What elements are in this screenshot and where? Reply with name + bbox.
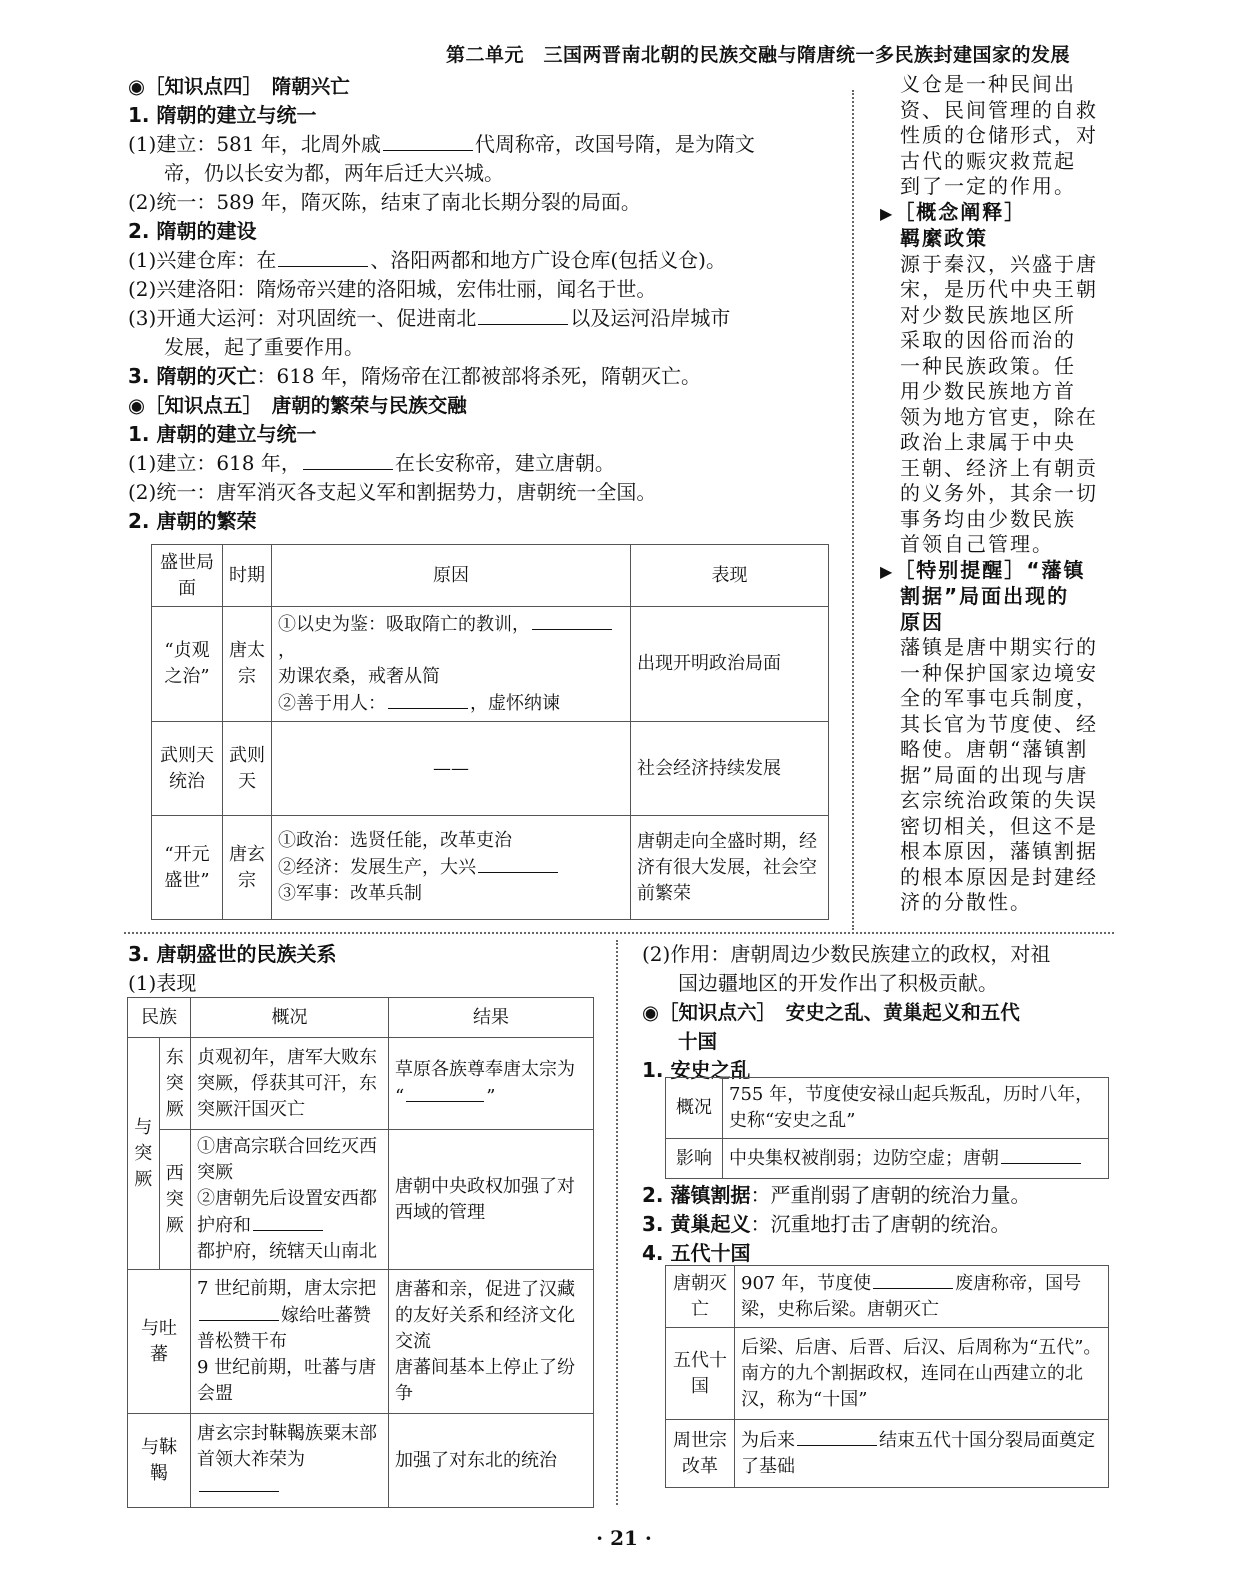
column-divider <box>852 90 854 930</box>
concept-tag: ▶［概念阐释］ <box>880 199 1027 224</box>
s2-line2: (2)兴建洛阳：隋炀帝兴建的洛阳城，宏伟壮丽，闻名于世。 <box>128 277 657 301</box>
cell-overview: 7 世纪前期，唐太宗把 嫁给吐蕃赞普松赞干布 9 世纪前期，吐蕃与唐会盟 <box>191 1270 389 1414</box>
cell-reason: ①以史为鉴：吸取隋亡的教训，， 劝课农桑，戒奢从简 ②善于用人： ，虚怀纳谏 <box>272 607 631 722</box>
cell-overview: 贞观初年，唐军大败东突厥，俘获其可汗，东突厥汗国灭亡 <box>191 1038 389 1130</box>
table-row <box>128 1038 594 1130</box>
th-result: 表现 <box>631 545 829 607</box>
reminder-tag: ▶［特别提醒］“藩镇 <box>880 557 1086 582</box>
s1-line2: 帝，仍以长安为都，两年后迁大兴城。 <box>164 161 504 185</box>
cell-era: 武则天统治 <box>152 722 223 816</box>
s1-line3: (2)统一：589 年，隋灭陈，结束了南北长期分裂的局面。 <box>128 190 641 214</box>
cell-west-turks: 西突厥 <box>159 1130 191 1270</box>
cell-content: 后梁、后唐、后晋、后汉、后周称为“五代”。南方的九个割据政权，连同在山西建立的北汉，称为“十国” <box>735 1328 1109 1420</box>
group-tubo: 与吐蕃 <box>128 1270 191 1414</box>
cell-content: 中央集权被削弱；边防空虚；唐朝 <box>723 1139 1109 1179</box>
table-row <box>152 722 829 816</box>
th-era: 盛世局面 <box>152 545 223 607</box>
cell-content: 907 年，节度使 废唐称帝，国号梁，史称后梁。唐朝灭亡 <box>735 1266 1109 1328</box>
page-number: · 21 · <box>596 1526 652 1550</box>
table-row <box>152 607 829 722</box>
lower-right-2 <box>642 1181 1117 1268</box>
effect-line2: 国边疆地区的开发作出了积极贡献。 <box>678 971 998 995</box>
s2-line3: (3)开通大运河：对巩固统一、促进南北 以及运河沿岸城市 <box>128 306 731 330</box>
cell-outcome: 唐朝中央政权加强了对西域的管理 <box>389 1130 594 1270</box>
column-divider-lower <box>616 940 618 1505</box>
huangchao-line: 3. 黄巢起义：沉重地打击了唐朝的统治。 <box>642 1212 1011 1236</box>
cell-result: 唐朝走向全盛时期，经济有很大发展，社会空前繁荣 <box>631 816 829 920</box>
wudai-heading: 4. 五代十国 <box>642 1241 751 1265</box>
th-outcome: 结果 <box>389 998 594 1038</box>
th-overview: 概况 <box>191 998 389 1038</box>
s1-heading: 1. 隋朝的建立与统一 <box>128 103 317 127</box>
table-row <box>152 816 829 920</box>
reminder-body: 藩镇是唐中期实行的 一种保护国家边境安 全的军事屯兵制度， 其长官为节度使、经 略使。唐朝“藩镇割 据”局面的出现与唐 玄宗统治政策的失误 密切相关，但这不是 根本原因，藩镇割据 的根本原因是封建经 济的分散性。 <box>900 635 1098 914</box>
left-column <box>128 72 843 536</box>
cell-overview: ①唐高宗联合回纥灭西突厥 ②唐朝先后设置安西都护府和 都护府，统辖天山南北 <box>191 1130 389 1270</box>
cell-label: 五代十国 <box>666 1328 735 1420</box>
ethnic-relations-table <box>127 997 594 1508</box>
triangle-icon: ▶ <box>880 203 895 223</box>
anshi-table <box>665 1077 1109 1179</box>
cell-content: 为后来 结束五代十国分裂局面奠定了基础 <box>735 1420 1109 1488</box>
running-header: 第二单元 三国两晋南北朝的民族交融与隋唐统一多民族封建国家的发展 <box>446 44 1071 66</box>
cell-period: 武则天 <box>223 722 272 816</box>
cell-result: 社会经济持续发展 <box>631 722 829 816</box>
table-row <box>128 1130 594 1270</box>
cell-period: 唐太宗 <box>223 607 272 722</box>
cell-period: 唐玄宗 <box>223 816 272 920</box>
group-turks: 与突厥 <box>128 1038 160 1270</box>
concept-body: 源于秦汉，兴盛于唐 宋，是历代中央王朝 对少数民族地区所 采取的因俗而治的 一种民族政策。任 用少数民族地方首 领为地方官吏，除在 政治上隶属于中央 王朝、经济上有朝贡 的义务外，其余一切 事务均由少数民族 首领自己管理。 <box>900 251 1098 556</box>
prosperity-table <box>151 544 829 920</box>
fanzhen-line: 2. 藩镇割据：严重削弱了唐朝的统治力量。 <box>642 1183 1031 1207</box>
effect-line1: (2)作用：唐朝周边少数民族建立的政权，对祖 <box>642 942 1051 966</box>
table-row <box>128 1270 594 1414</box>
cell-outcome: 加强了对东北的统治 <box>389 1414 594 1508</box>
cell-reason: ①政治：选贤任能，改革吏治 ②经济：发展生产，大兴 ③军事：改革兵制 <box>272 816 631 920</box>
t2-heading: 2. 唐朝的繁荣 <box>128 509 257 533</box>
table-row <box>666 1139 1109 1179</box>
s1-line1: (1)建立：581 年，北周外戚 代周称帝，改国号隋，是为隋文 <box>128 132 755 156</box>
kp6-title: ◉［知识点六］ 安史之乱、黄巢起义和五代 <box>642 1001 1020 1024</box>
th-period: 时期 <box>223 545 272 607</box>
lower-right <box>642 940 1117 1085</box>
lower-left <box>128 940 608 998</box>
cell-label: 影响 <box>666 1139 723 1179</box>
reminder-title-2: 割据”局面出现的 <box>900 584 1070 608</box>
side-note-1: 义仓是一种民间出 资、民间管理的自救 性质的仓储形式，对 古代的赈灾救荒起 到了一定的作用。 <box>900 72 1098 198</box>
cell-reason: —— <box>272 722 631 816</box>
five-dynasties-table <box>665 1265 1109 1488</box>
th-reason: 原因 <box>272 545 631 607</box>
group-mohe: 与靺鞨 <box>128 1414 191 1508</box>
t1-line2: (2)统一：唐军消灭各支起义军和割据势力，唐朝统一全国。 <box>128 480 657 504</box>
t1-heading: 1. 唐朝的建立与统一 <box>128 422 317 446</box>
t3-sub: (1)表现 <box>128 971 197 995</box>
table-row <box>666 1078 1109 1139</box>
s2-line1: (1)兴建仓库：在 、洛阳两都和地方广设仓库(包括义仓)。 <box>128 248 726 272</box>
s2-line4: 发展，起了重要作用。 <box>164 335 364 359</box>
s3-line: 3. 隋朝的灭亡：618 年，隋炀帝在江都被部将杀死，隋朝灭亡。 <box>128 364 702 388</box>
t1-line1: (1)建立：618 年， 在长安称帝，建立唐朝。 <box>128 451 615 475</box>
triangle-icon: ▶ <box>880 561 895 581</box>
table-row <box>666 1266 1109 1328</box>
t3-heading: 3. 唐朝盛世的民族关系 <box>128 942 337 966</box>
cell-east-turks: 东突厥 <box>159 1038 191 1130</box>
table-row <box>128 1414 594 1508</box>
th-nation: 民族 <box>128 998 191 1038</box>
cell-label: 唐朝灭亡 <box>666 1266 735 1328</box>
cell-outcome: 唐蕃和亲，促进了汉藏的友好关系和经济文化交流 唐蕃间基本上停止了纷争 <box>389 1270 594 1414</box>
side-notes <box>880 72 1115 916</box>
table-row <box>666 1328 1109 1420</box>
table-row <box>666 1420 1109 1488</box>
s2-heading: 2. 隋朝的建设 <box>128 219 257 243</box>
kp4-title: ◉［知识点四］ 隋朝兴亡 <box>128 75 350 98</box>
cell-content: 755 年，节度使安禄山起兵叛乱，历时八年，史称“安史之乱” <box>723 1078 1109 1139</box>
kp6-title-2: 十国 <box>678 1030 718 1053</box>
kp5-title: ◉［知识点五］ 唐朝的繁荣与民族交融 <box>128 394 467 417</box>
cell-overview: 唐玄宗封靺鞨族粟末部首领大祚荣为 <box>191 1414 389 1508</box>
cell-result: 出现开明政治局面 <box>631 607 829 722</box>
reminder-title-3: 原因 <box>900 609 944 634</box>
anshi-heading: 1. 安史之乱 <box>642 1058 751 1082</box>
section-divider <box>124 932 1114 934</box>
concept-title: 羁縻政策 <box>900 226 988 250</box>
cell-label: 周世宗改革 <box>666 1420 735 1488</box>
cell-era: “开元盛世” <box>152 816 223 920</box>
cell-era: “贞观之治” <box>152 607 223 722</box>
cell-outcome: 草原各族尊奉唐太宗为 “ ” <box>389 1038 594 1130</box>
cell-label: 概况 <box>666 1078 723 1139</box>
